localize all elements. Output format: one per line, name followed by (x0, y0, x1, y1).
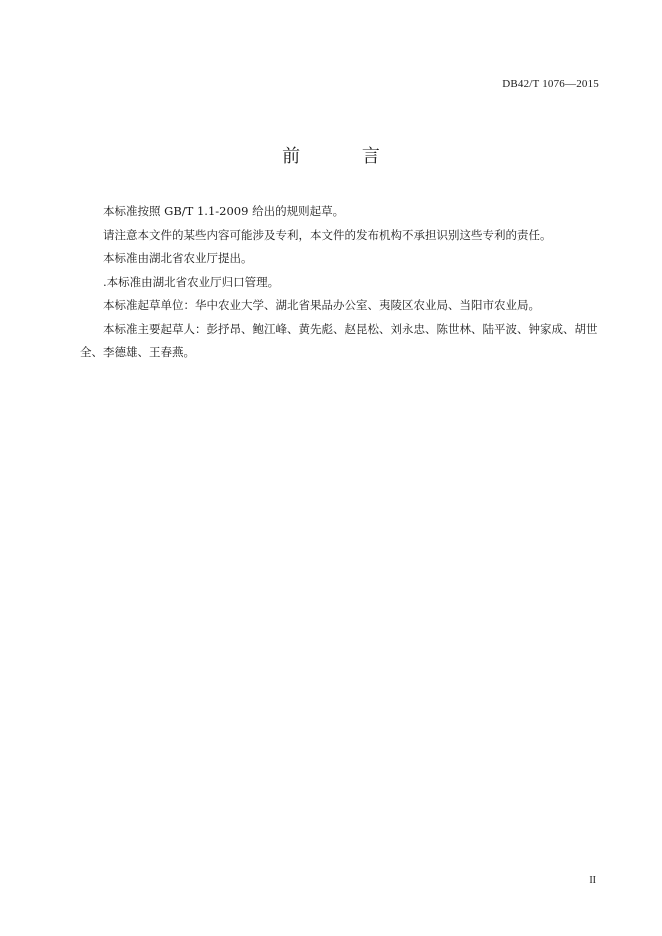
standard-code: DB42/T 1076—2015 (502, 78, 599, 90)
paragraph-drafters: 本标准主要起草人：彭抒昂、鲍江峰、黄先彪、赵昆松、刘永忠、陈世林、陆平波、钟家成、胡世全、李德雄、王春燕。 (80, 321, 598, 359)
page-title: 前 言 (282, 146, 408, 167)
paragraph-patent-notice: 请注意本文件的某些内容可能涉及专利，本文件的发布机构不承担识别这些专利的责任。 (103, 227, 552, 242)
paragraph-drafting-units: 本标准起草单位：华中农业大学、湖北省果品办公室、夷陵区农业局、当阳市农业局。 (103, 298, 540, 312)
page-number: II (589, 875, 596, 886)
body-text (80, 200, 600, 365)
paragraph-administration: .本标准由湖北省农业厅归口管理。 (103, 274, 280, 289)
paragraph-drafting-rules: 本标准按照 GB/T 1.1-2009 给出的规则起草。 (103, 204, 345, 218)
paragraph-proposer: 本标准由湖北省农业厅提出。 (103, 251, 253, 265)
